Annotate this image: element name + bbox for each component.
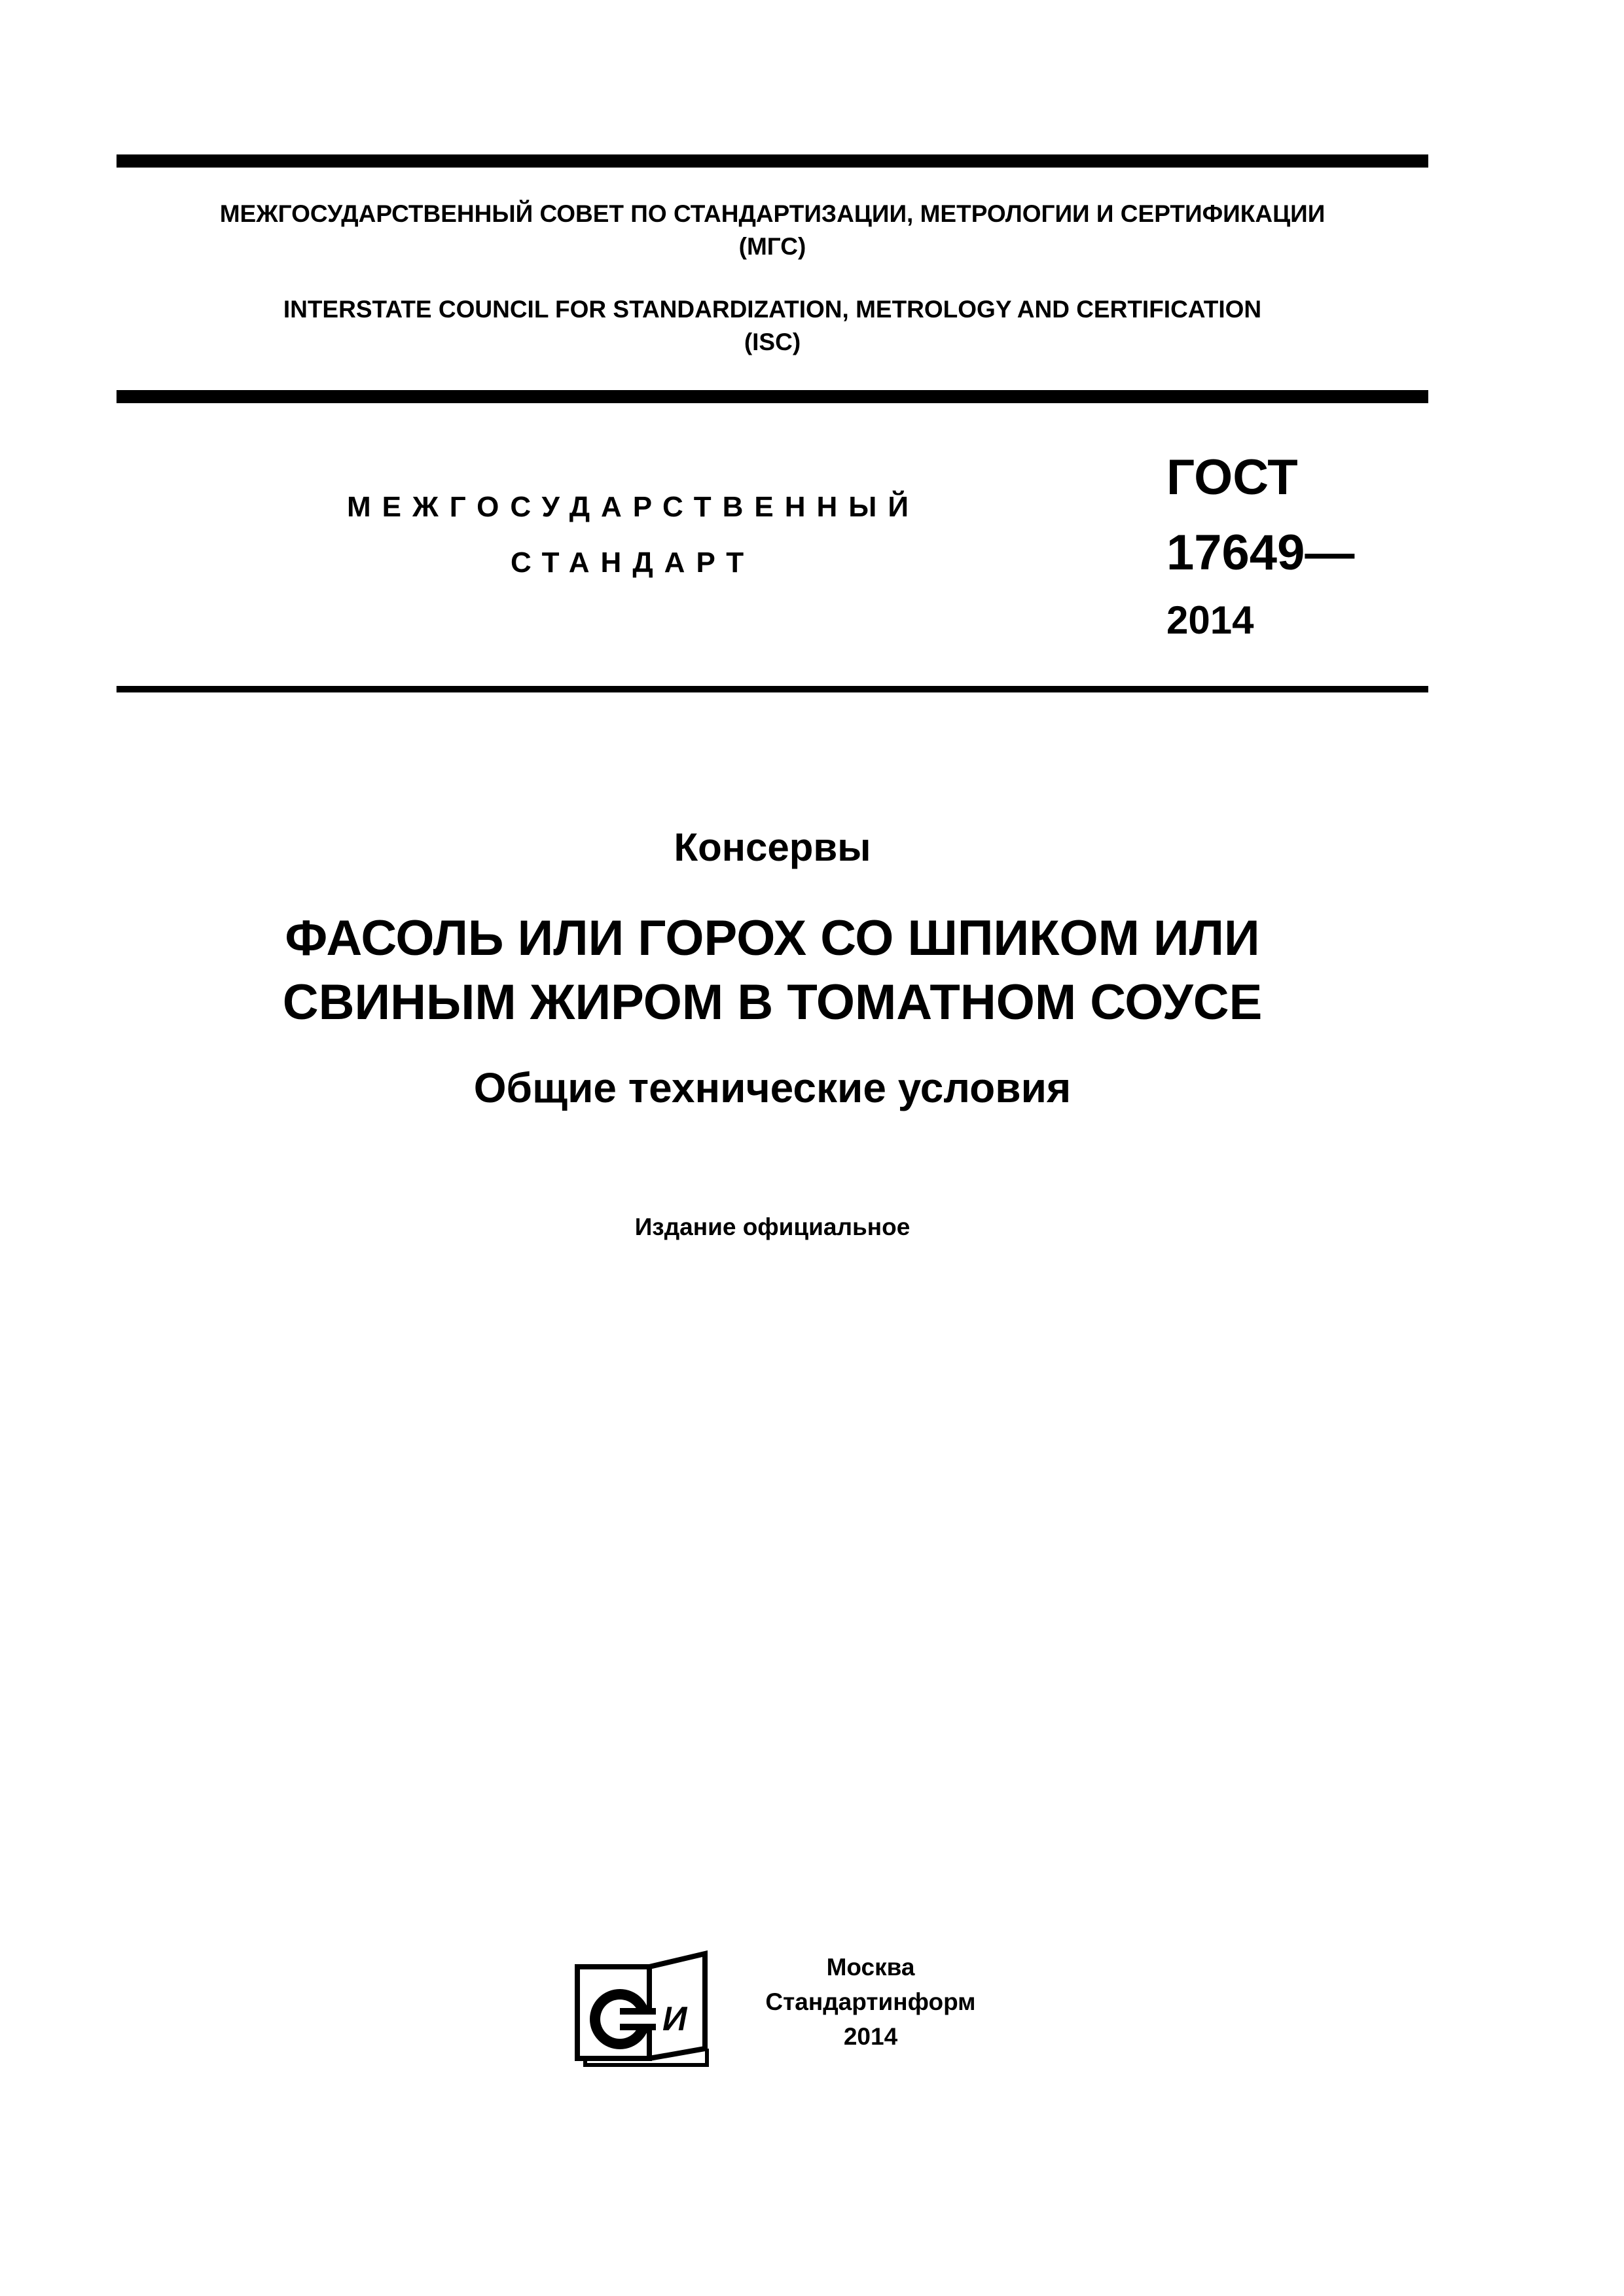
document-title [117,906,1428,1035]
middle-rule [117,390,1428,403]
council-ru-name: МЕЖГОСУДАРСТВЕННЫЙ СОВЕТ ПО СТАНДАРТИЗАЦИИ, МЕТРОЛОГИИ И СЕРТИФИКАЦИИ [219,200,1326,227]
edition-note: Издание официальное [634,1213,911,1240]
council-en-name: INTERSTATE COUNCIL FOR STANDARDIZATION, METROLOGY AND CERTIFICATION [283,296,1262,323]
council-en-abbr: (ISC) [744,329,801,355]
gost-number: 17649— [1166,525,1355,581]
standard-label-line1: МЕЖГОСУДАРСТВЕННЫЙ [347,491,920,523]
council-ru-abbr: (МГС) [738,233,806,260]
svg-text:И: И [662,2000,687,2038]
product-kind: Консервы [674,825,871,869]
council-ru-block [117,198,1428,263]
bottom-rule [117,686,1428,692]
title-line-1: ФАСОЛЬ ИЛИ ГОРОХ СО ШПИКОМ ИЛИ [285,910,1260,966]
council-en-block [117,293,1428,359]
imprint-publisher: Стандартинформ [765,1988,976,2015]
imprint-city: Москва [826,1954,915,1981]
imprint-year: 2014 [843,2023,898,2050]
document-subtitle: Общие технические условия [473,1064,1072,1111]
top-rule [117,154,1428,168]
standard-label-line2: СТАНДАРТ [511,547,755,579]
standartinform-logo-icon [571,1950,715,2068]
gost-year: 2014 [1166,598,1254,642]
gost-prefix: ГОСТ [1166,450,1298,505]
title-line-2: СВИНЫМ ЖИРОМ В ТОМАТНОМ СОУСЕ [282,975,1263,1030]
